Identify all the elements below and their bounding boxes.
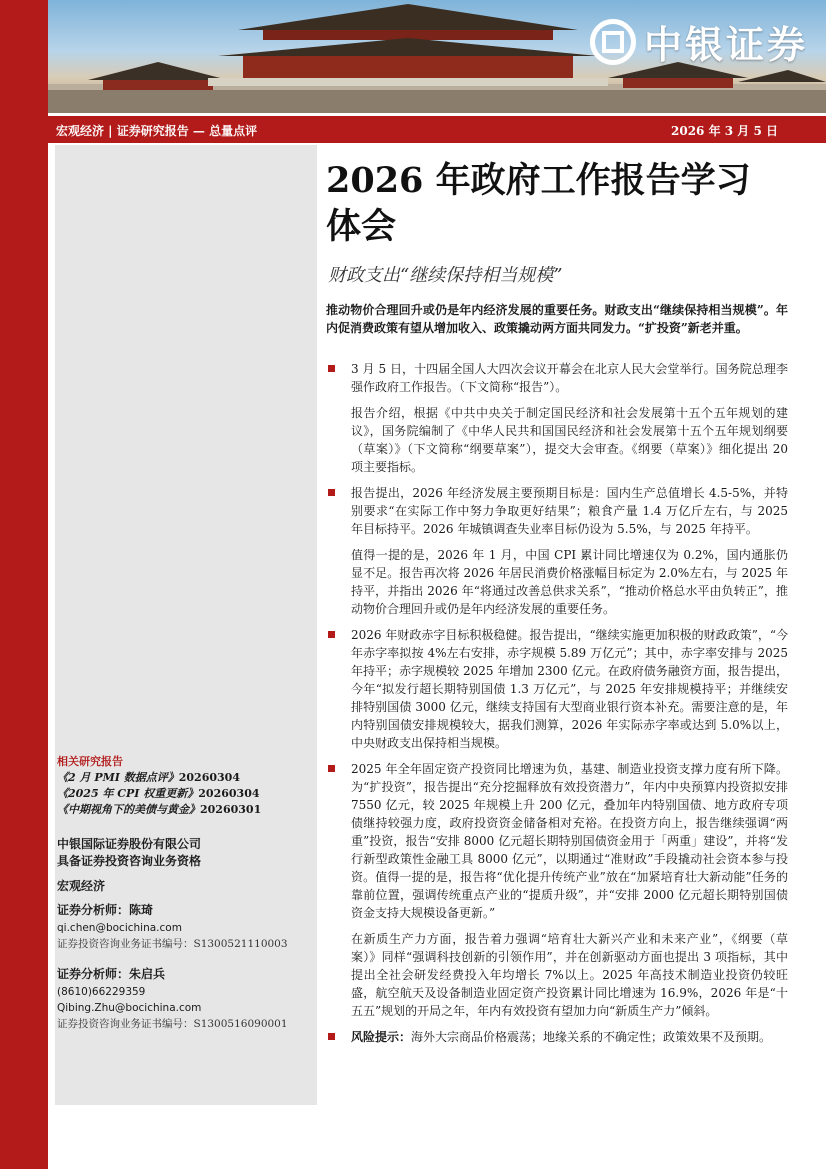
bullet-square-icon — [328, 631, 335, 638]
report-body — [326, 360, 788, 1054]
brand-logo — [590, 14, 808, 69]
bullet-paragraph: 2026 年财政赤字目标积极稳健。报告提出，“继续实施更加积极的财政政策”，“今年赤字率拟按 4%左右安排，赤字规模 5.89 万亿元”；其中，赤字率安排与 2025 年持平；赤字规模较 2025 年增加 2300 亿元。在政府债务融资方面，报告提出，今年“拟发行超长期特别国债 1.3 万亿元”，与 2025 年安排规模持平；并继续安排特别国债 3000 亿元，继续支持国有大型商业银行资本补充。需要注意的是，年内特别国债安排规模较大，据我们测算，2026 年实际赤字率或达到 5.0%以上，中央财政支出保持相当规模。 — [326, 626, 788, 752]
report-category: 宏观经济 | 证券研究报告 — 总量点评 — [56, 124, 258, 138]
analyst-name: 证券分析师：朱启兵 — [57, 967, 166, 981]
body-paragraph: 报告介绍，根据《中共中央关于制定国民经济和社会发展第十五个五年规划的建议》，国务院编制了《中华人民共和国国民经济和社会发展第十五个五年规划纲要（草案）》（下文简称“纲要草案”），提交大会审查。《纲要（草案）》细化提出 20 项主要指标。 — [351, 406, 788, 474]
analyst-2 — [57, 966, 315, 1032]
related-item[interactable]: 《中期视角下的美债与黄金》20260301 — [57, 803, 262, 816]
company-qualification: 具备证券投资咨询业务资格 — [57, 854, 202, 868]
related-item[interactable]: 《2025 年 CPI 权重更新》20260304 — [57, 787, 260, 800]
company-info — [57, 836, 201, 870]
analyst-license: 证券投资咨询业务证书编号：S1300521110003 — [57, 938, 288, 950]
related-item[interactable]: 《2 月 PMI 数据点评》20260304 — [57, 771, 240, 784]
bullet-square-icon — [328, 489, 335, 496]
related-heading: 相关研究报告 — [57, 755, 123, 768]
report-subtitle: 财政支出“继续保持相当规模” — [328, 265, 563, 286]
bullet-paragraph: 3 月 5 日，十四届全国人大四次会议开幕会在北京人民大会堂举行。国务院总理李强作政府工作报告。（下文简称“报告”）。 — [326, 360, 788, 396]
bullet-paragraph: 报告提出，2026 年经济发展主要预期目标是：国内生产总值增长 4.5-5%，并特别要求“在实际工作中努力争取更好结果”；粮食产量 1.4 万亿斤左右，与 2025 年目标持平。2026 年城镇调查失业率目标仍设为 5.5%，与 2025 年持平。 — [326, 484, 788, 538]
body-paragraph: 值得一提的是，2026 年 1 月，中国 CPI 累计同比增速仅为 0.2%，国内通胀仍显不足。报告再次将 2026 年居民消费价格涨幅目标定为 2.0%左右，与 2025 年持平，并指出 2026 年“将通过改善总供求关系”，“推动价格总水平由负转正”，推动物价合理回升或仍是年内经济发展的重要任务。 — [351, 548, 788, 616]
analyst-name: 证券分析师：陈琦 — [57, 903, 154, 917]
bullet-square-icon — [328, 1033, 335, 1040]
analyst-email[interactable]: Qibing.Zhu@bocichina.com — [57, 1002, 202, 1014]
category-bar — [48, 116, 826, 143]
left-red-bar — [0, 0, 48, 1169]
report-date: 2026 年 3 月 5 日 — [671, 124, 778, 138]
report-title: 2026 年政府工作报告学习 体会 — [326, 160, 751, 247]
analyst-1 — [57, 902, 315, 952]
analyst-phone: (8610)66229359 — [57, 986, 146, 998]
boc-logo-icon — [590, 19, 636, 65]
risk-warning: 风险提示：海外大宗商品价格震荡；地缘关系的不确定性；政策效果不及预期。 — [326, 1028, 788, 1046]
company-name: 中银国际证券股份有限公司 — [57, 837, 202, 851]
related-reports — [57, 754, 315, 818]
logo-text: 中银证券 — [643, 23, 808, 67]
bullet-square-icon — [328, 765, 335, 772]
analyst-email[interactable]: qi.chen@bocichina.com — [57, 922, 182, 934]
bullet-paragraph: 2025 年全年固定资产投资同比增速为负，基建、制造业投资支撑力度有所下降。为“扩投资”，报告提出“充分挖掘释放有效投资潜力”，年内中央预算内投资拟安排 7550 亿元，较 2025 年规模上升 200 亿元，叠加年内特别国债、地方政府专项债继持较强力度，政府投资资金储备相对充裕。在投资方向上，报告继续强调“两重”投资，报告“安排 8000 亿元超长期特别国债资金用于「两重」建设”，并将“发行新型政策性金融工具 8000 亿元”，以期通过“准财政”手段撬动社会资本参与投资。值得一提的是，报告将“优化提升传统产业”放在“加紧培育壮大新动能”任务的靠前位置，强调传统重点产业的“提质升级”，并“安排 2000 亿元超长期特别国债资金支持大规模设备更新。” — [326, 760, 788, 922]
lead-summary: 推动物价合理回升或仍是年内经济发展的重要任务。财政支出“继续保持相当规模”。年内促消费政策有望从增加收入、政策撬动两方面共同发力。“扩投资”新老并重。 — [326, 303, 788, 335]
sidebar-panel — [55, 145, 317, 1105]
sector-label: 宏观经济 — [57, 879, 106, 893]
body-paragraph: 在新质生产力方面，报告着力强调“培育壮大新兴产业和未来产业”，《纲要（草案）》同样“强调科技创新的引领作用”，并在创新驱动方面也提出 3 项指标，其中提出全社会研发经费投入年均增长 7%以上。2025 年高技术制造业投资仍较旺盛，航空航天及设备制造业固定资产投资累计同比增速为 16.9%，2026 年是“十五五”规划的开局之年，年内有效投资有望加力向“新质生产力”倾斜。 — [351, 932, 788, 1018]
bullet-square-icon — [328, 365, 335, 372]
analyst-license: 证券投资咨询业务证书编号：S1300516090001 — [57, 1018, 288, 1030]
header-banner — [48, 0, 826, 113]
